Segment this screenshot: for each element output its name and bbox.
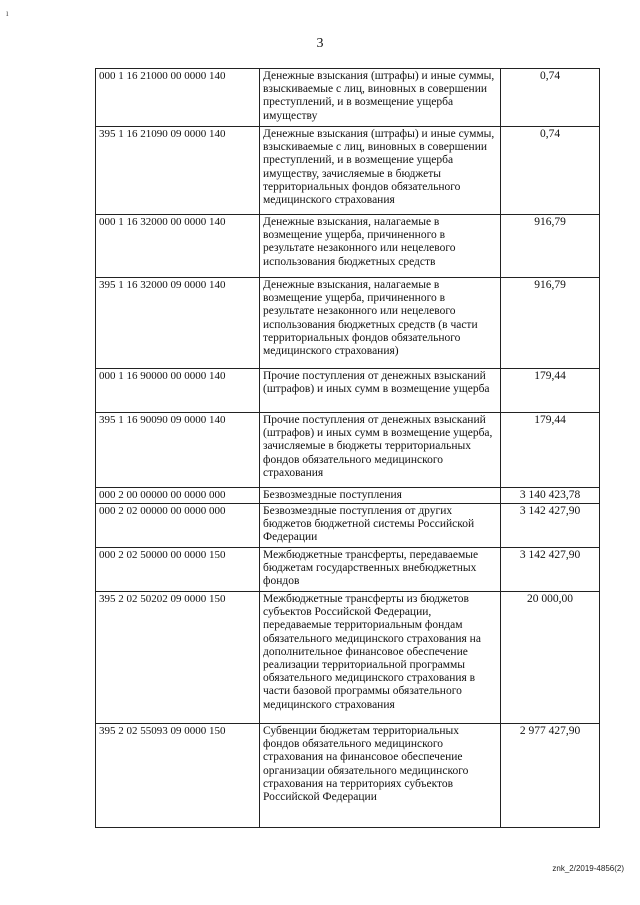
- table-row: [96, 278, 600, 369]
- description-cell: Межбюджетные трансферты, передаваемые бюджетам государственных внебюджетных фондов: [260, 548, 501, 592]
- budget-code-cell: 000 1 16 32000 00 0000 140: [96, 215, 260, 278]
- amount-cell: 3 142 427,90: [501, 548, 600, 592]
- description-cell: Прочие поступления от денежных взысканий (штрафов) и иных сумм в возмещение ущерба, зачисляемые в бюджеты территориальных фондов обязательного медицинского страхования: [260, 413, 501, 488]
- description-cell: Субвенции бюджетам территориальных фондов обязательного медицинского страхования на финансовое обеспечение организации обязательного медицинского страхования на территориях субъектов Российской Федерации: [260, 724, 501, 828]
- amount-cell: 20 000,00: [501, 592, 600, 724]
- budget-code-cell: 000 2 00 00000 00 0000 000: [96, 488, 260, 504]
- table-row: [96, 548, 600, 592]
- table-row: [96, 724, 600, 828]
- table-row: [96, 488, 600, 504]
- amount-cell: 0,74: [501, 127, 600, 215]
- budget-code-cell: 395 2 02 55093 09 0000 150: [96, 724, 260, 828]
- amount-cell: 916,79: [501, 278, 600, 369]
- amount-cell: 3 140 423,78: [501, 488, 600, 504]
- table-row: [96, 369, 600, 413]
- description-cell: Денежные взыскания (штрафы) и иные суммы, взыскиваемые с лиц, виновных в совершении преступлений, и в возмещение ущерба имуществу: [260, 69, 501, 127]
- budget-code-cell: 000 2 02 50000 00 0000 150: [96, 548, 260, 592]
- amount-cell: 916,79: [501, 215, 600, 278]
- description-cell: Денежные взыскания (штрафы) и иные суммы, взыскиваемые с лиц, виновных в совершении преступлений, и в возмещение ущерба имуществу, зачисляемые в бюджеты территориальных фондов обязательного медицинского страхования: [260, 127, 501, 215]
- description-cell: Межбюджетные трансферты из бюджетов субъектов Российской Федерации, передаваемые территориальным фондам обязательного медицинского страхования на дополнительное финансовое обеспечение реализации территориальной программы обязательного медицинского страхования в части базовой программы обязательного медицинского страхования: [260, 592, 501, 724]
- budget-code-cell: 395 1 16 90090 09 0000 140: [96, 413, 260, 488]
- table-row: [96, 592, 600, 724]
- corner-mark: ı: [6, 8, 9, 18]
- budget-code-cell: 395 1 16 21090 09 0000 140: [96, 127, 260, 215]
- budget-code-cell: 395 1 16 32000 09 0000 140: [96, 278, 260, 369]
- budget-code-cell: 000 1 16 90000 00 0000 140: [96, 369, 260, 413]
- amount-cell: 0,74: [501, 69, 600, 127]
- amount-cell: 3 142 427,90: [501, 504, 600, 548]
- description-cell: Безвозмездные поступления от других бюджетов бюджетной системы Российской Федерации: [260, 504, 501, 548]
- description-cell: Прочие поступления от денежных взысканий (штрафов) и иных сумм в возмещение ущерба: [260, 369, 501, 413]
- table-row: [96, 504, 600, 548]
- amount-cell: 179,44: [501, 413, 600, 488]
- document-footer-code: znk_2/2019-4856(2): [552, 864, 624, 873]
- table-row: [96, 413, 600, 488]
- description-cell: Денежные взыскания, налагаемые в возмещение ущерба, причиненного в результате незаконного или нецелевого использования бюджетных средств (в части территориальных фондов обязательного медицинского страхования): [260, 278, 501, 369]
- budget-revenue-table: [95, 68, 600, 828]
- description-cell: Безвозмездные поступления: [260, 488, 501, 504]
- amount-cell: 2 977 427,90: [501, 724, 600, 828]
- budget-code-cell: 395 2 02 50202 09 0000 150: [96, 592, 260, 724]
- budget-code-cell: 000 1 16 21000 00 0000 140: [96, 69, 260, 127]
- page-number: 3: [316, 36, 324, 51]
- table-row: [96, 69, 600, 127]
- amount-cell: 179,44: [501, 369, 600, 413]
- description-cell: Денежные взыскания, налагаемые в возмещение ущерба, причиненного в результате незаконного или нецелевого использования бюджетных средств: [260, 215, 501, 278]
- budget-code-cell: 000 2 02 00000 00 0000 000: [96, 504, 260, 548]
- table-row: [96, 215, 600, 278]
- table-row: [96, 127, 600, 215]
